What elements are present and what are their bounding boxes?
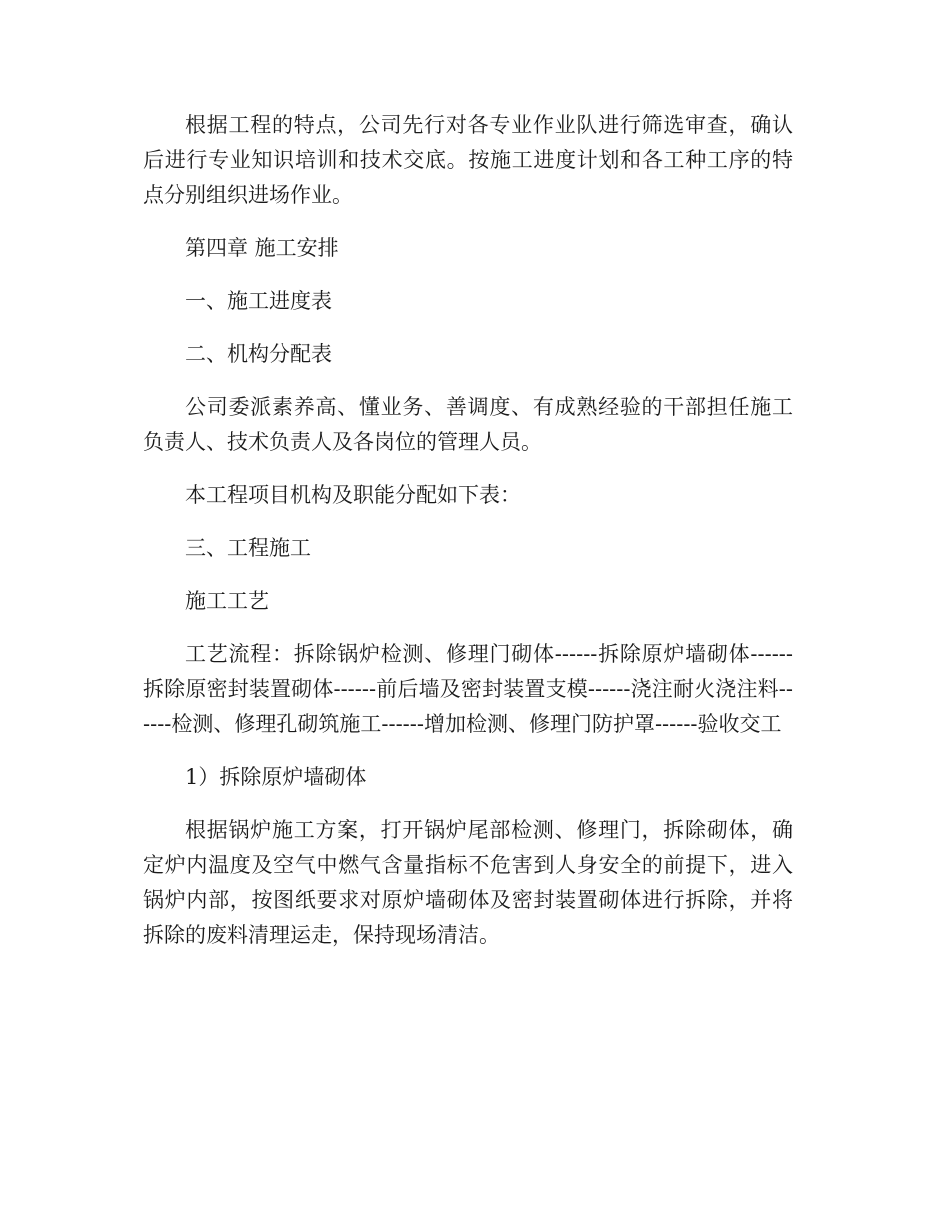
section-heading-organization: 二、机构分配表 bbox=[185, 342, 332, 366]
step-heading-demolish-wall: 1）拆除原炉墙砌体 bbox=[185, 765, 367, 789]
paragraph-table-intro: 本工程项目机构及职能分配如下表： bbox=[185, 483, 521, 507]
chapter-heading: 第四章 施工安排 bbox=[185, 236, 339, 260]
paragraph-team-screening: 根据工程的特点，公司先行对各专业作业队进行筛选审查，确认后进行专业知识培训和技术交底。按施工进度计划和各工种工序的特点分别组织进场作业。 bbox=[143, 113, 793, 207]
document-body bbox=[143, 108, 793, 953]
paragraph-demolition-detail: 根据锅炉施工方案，打开锅炉尾部检测、修理门，拆除砌体，确定炉内温度及空气中燃气含量指标不危害到人身安全的前提下，进入锅炉内部，按图纸要求对原炉墙砌体及密封装置砌体进行拆除，并将拆除的废料清理运走，保持现场清洁。 bbox=[143, 818, 793, 947]
paragraph-process-flow: 工艺流程：拆除锅炉检测、修理门砌体------拆除原炉墙砌体------拆除原密封装置砌体------前后墙及密封装置支模------浇注耐火浇注料------检测、修理孔砌筑施工------增加检测、修理门防护罩------验收交工 bbox=[143, 642, 793, 736]
section-heading-schedule: 一、施工进度表 bbox=[185, 289, 332, 313]
section-heading-construction: 三、工程施工 bbox=[185, 536, 311, 560]
paragraph-staff-assignment: 公司委派素养高、懂业务、善调度、有成熟经验的干部担任施工负责人、技术负责人及各岗位的管理人员。 bbox=[143, 395, 793, 454]
subheading-process: 施工工艺 bbox=[185, 589, 269, 613]
